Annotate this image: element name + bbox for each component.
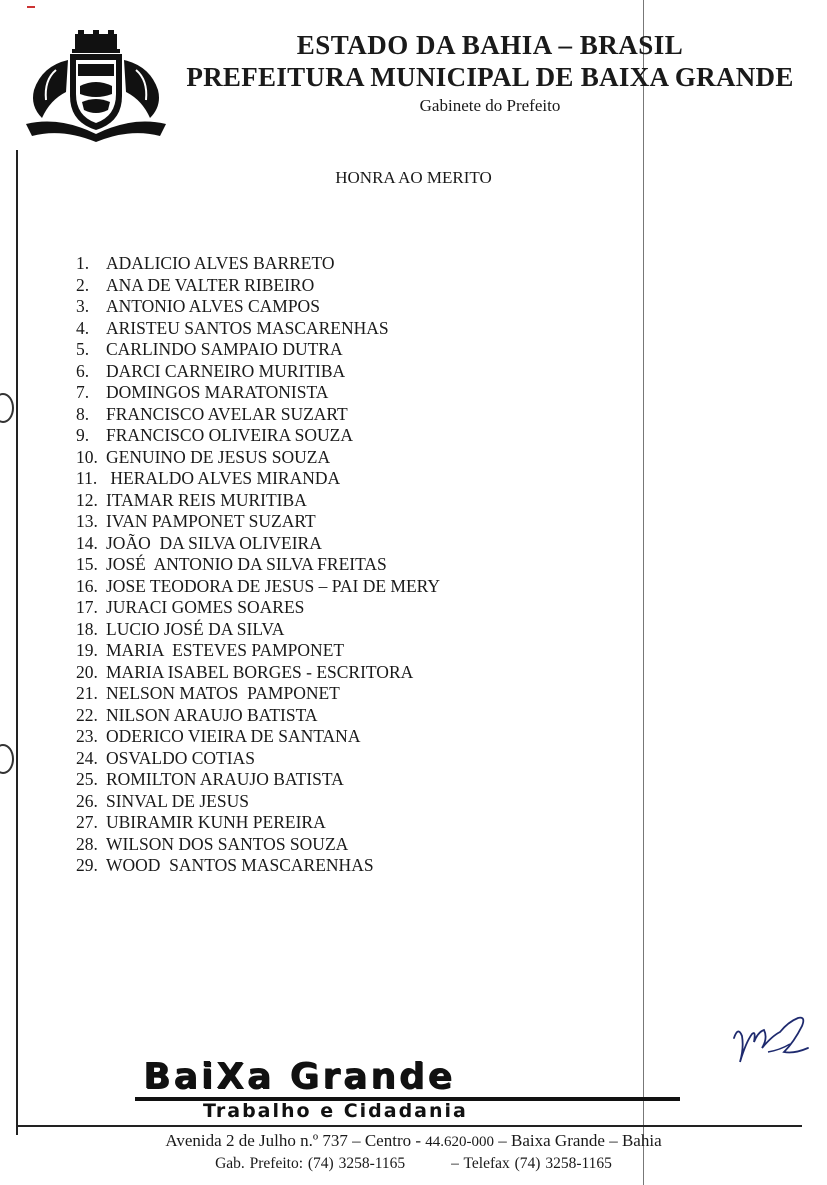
footer-fax: – Telefax (74) 3258-1165 xyxy=(451,1155,612,1172)
list-item-name: ARISTEU SANTOS MASCARENHAS xyxy=(106,317,389,338)
list-item xyxy=(76,726,440,748)
list-item xyxy=(76,425,440,447)
list-item xyxy=(76,296,440,318)
list-item xyxy=(76,382,440,404)
footer-contacts xyxy=(0,1155,827,1173)
list-item-name: WOOD SANTOS MASCARENHAS xyxy=(106,855,374,875)
footer-cep: 44.620-000 xyxy=(425,1134,495,1150)
list-item-name: ODERICO VIEIRA DE SANTANA xyxy=(106,726,361,746)
list-item xyxy=(76,554,440,576)
list-item xyxy=(76,662,440,684)
list-item-name: SINVAL DE JESUS xyxy=(106,790,249,811)
list-item xyxy=(76,834,440,856)
list-item-number: 10. xyxy=(76,446,98,467)
list-item-name: JOSÉ ANTONIO DA SILVA FREITAS xyxy=(106,554,387,574)
list-item-name: CARLINDO SAMPAIO DUTRA xyxy=(106,339,343,359)
list-item-number: 17. xyxy=(76,597,98,617)
list-item-number: 20. xyxy=(76,661,98,682)
list-item-number: 23. xyxy=(76,726,98,746)
list-item-number: 26. xyxy=(76,790,98,811)
city-slogan-logo xyxy=(135,1056,680,1122)
header-office: Gabinete do Prefeito xyxy=(419,96,561,115)
list-item xyxy=(76,812,440,834)
list-item-number: 16. xyxy=(76,575,98,596)
list-item xyxy=(76,683,440,705)
footer-phone: Gab. Prefeito: (74) 3258-1165 xyxy=(215,1155,406,1172)
list-item-name: WILSON DOS SANTOS SOUZA xyxy=(106,833,349,854)
list-item-name: DARCI CARNEIRO MURITIBA xyxy=(106,360,346,381)
list-item-name: DOMINGOS MARATONISTA xyxy=(106,382,329,402)
list-item-name: FRANCISCO OLIVEIRA SOUZA xyxy=(106,425,353,445)
list-item-number: 14. xyxy=(76,532,98,553)
list-item xyxy=(76,769,440,791)
list-item xyxy=(76,511,440,533)
list-item-name: ANA DE VALTER RIBEIRO xyxy=(106,274,315,295)
list-item-number: 27. xyxy=(76,812,98,832)
list-item-number: 29. xyxy=(76,855,98,875)
list-item-name: UBIRAMIR KUNH PEREIRA xyxy=(106,812,326,832)
list-item-number: 6. xyxy=(76,360,90,381)
footer-address xyxy=(0,1131,827,1151)
list-item xyxy=(76,339,440,361)
list-item xyxy=(76,275,440,297)
list-item xyxy=(76,640,440,662)
list-item-name: ITAMAR REIS MURITIBA xyxy=(106,489,307,510)
list-item-number: 19. xyxy=(76,640,98,660)
list-item-number: 4. xyxy=(76,317,90,338)
list-item-number: 11. xyxy=(76,468,98,488)
list-item xyxy=(76,404,440,426)
logo-city-name: BaiXa Grande xyxy=(143,1056,456,1097)
footer-city: – Baixa Grande – Bahia xyxy=(494,1131,662,1150)
list-item-name: NILSON ARAUJO BATISTA xyxy=(106,704,318,725)
list-item-number: 24. xyxy=(76,747,98,768)
list-item xyxy=(76,855,440,877)
list-item-name: LUCIO JOSÉ DA SILVA xyxy=(106,618,285,639)
list-item xyxy=(76,490,440,512)
punch-hole xyxy=(0,744,14,774)
list-item-name: ROMILTON ARAUJO BATISTA xyxy=(106,769,344,789)
list-item-number: 22. xyxy=(76,704,98,725)
header-state: ESTADO DA BAHIA – BRASIL xyxy=(296,30,684,60)
list-item-number: 7. xyxy=(76,382,90,402)
list-item-number: 28. xyxy=(76,833,98,854)
list-item-name: ANTONIO ALVES CAMPOS xyxy=(106,296,320,316)
left-border-line xyxy=(16,150,18,1135)
list-item xyxy=(76,253,440,275)
honoree-list xyxy=(76,253,440,877)
list-item-name: FRANCISCO AVELAR SUZART xyxy=(106,403,348,424)
list-item-name: MARIA ISABEL BORGES - ESCRITORA xyxy=(106,661,414,682)
list-item-number: 8. xyxy=(76,403,90,424)
footer-divider xyxy=(16,1125,802,1127)
list-item xyxy=(76,468,440,490)
list-item-name: OSVALDO COTIAS xyxy=(106,747,255,768)
list-item-name: JOSE TEODORA DE JESUS – PAI DE MERY xyxy=(106,575,441,596)
handwritten-signature-icon xyxy=(728,1008,812,1064)
municipal-coat-of-arms-icon xyxy=(20,30,172,142)
list-item-number: 21. xyxy=(76,683,98,703)
list-item-number: 1. xyxy=(76,253,90,273)
list-item-name: IVAN PAMPONET SUZART xyxy=(106,511,316,531)
list-item xyxy=(76,791,440,813)
list-item xyxy=(76,318,440,340)
list-item-name: NELSON MATOS PAMPONET xyxy=(106,683,340,703)
list-item xyxy=(76,361,440,383)
list-item-number: 12. xyxy=(76,489,98,510)
list-item-name: GENUINO DE JESUS SOUZA xyxy=(106,446,331,467)
list-item xyxy=(76,705,440,727)
list-item xyxy=(76,533,440,555)
list-item xyxy=(76,619,440,641)
document-title: HONRA AO MERITO xyxy=(335,168,492,187)
punch-hole xyxy=(0,393,14,423)
list-item-number: 9. xyxy=(76,425,90,445)
list-item xyxy=(76,576,440,598)
list-item-number: 2. xyxy=(76,274,90,295)
list-item xyxy=(76,447,440,469)
list-item-number: 3. xyxy=(76,296,90,316)
list-item-number: 25. xyxy=(76,769,98,789)
list-item-name: MARIA ESTEVES PAMPONET xyxy=(106,640,345,660)
header-prefecture: PREFEITURA MUNICIPAL DE BAIXA GRANDE xyxy=(186,62,794,92)
list-item-number: 13. xyxy=(76,511,98,531)
footer-street: Avenida 2 de Julho n.º 737 – Centro - xyxy=(165,1131,426,1150)
list-item xyxy=(76,597,440,619)
list-item-name: JURACI GOMES SOARES xyxy=(106,597,305,617)
list-item-name: JOÃO DA SILVA OLIVEIRA xyxy=(106,532,322,553)
scan-corner-mark xyxy=(27,6,35,8)
list-item xyxy=(76,748,440,770)
list-item-number: 15. xyxy=(76,554,98,574)
list-item-name: HERALDO ALVES MIRANDA xyxy=(106,468,341,488)
list-item-name: ADALICIO ALVES BARRETO xyxy=(106,253,335,273)
list-item-number: 5. xyxy=(76,339,90,359)
list-item-number: 18. xyxy=(76,618,98,639)
logo-slogan: Trabalho e Cidadania xyxy=(203,1100,468,1122)
